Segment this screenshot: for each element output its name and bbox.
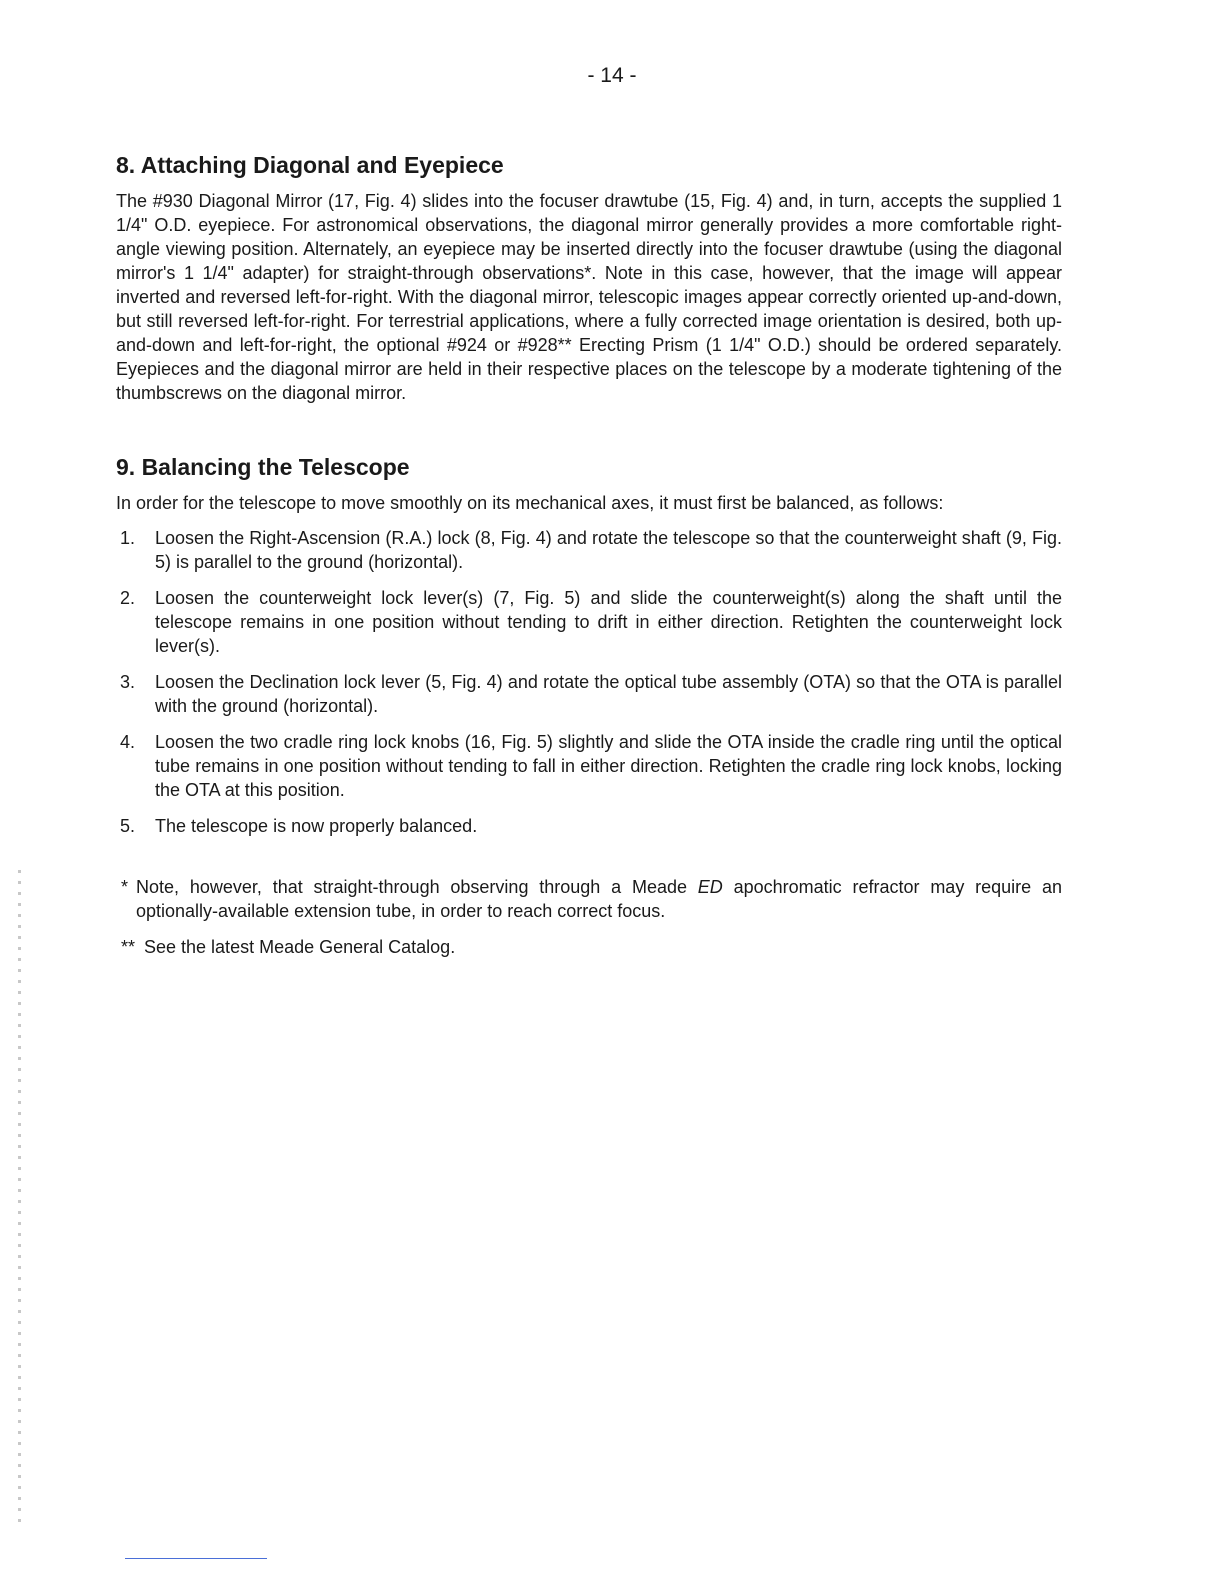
section-heading: 8. Attaching Diagonal and Eyepiece <box>116 152 504 178</box>
list-item <box>116 814 1062 838</box>
section-intro: In order for the telescope to move smoothly on its mechanical axes, it must first be balanced, as follows: <box>116 493 944 513</box>
section-balancing-telescope <box>116 452 1062 838</box>
footnotes <box>116 875 1062 959</box>
list-item <box>116 586 1062 658</box>
scan-edge-artifact <box>18 870 21 1530</box>
page-content <box>116 150 1062 971</box>
step-text: Loosen the Declination lock lever (5, Fig. 4) and rotate the optical tube assembly (OTA) so that the OTA is parallel with the ground (horizontal). <box>155 672 1062 716</box>
footnote-text-end: apochromatic refractor may require an optionally-available extension tube, in order to reach correct focus. <box>136 877 1062 921</box>
bottom-rule <box>125 1558 267 1559</box>
step-text: The telescope is now properly balanced. <box>155 816 478 836</box>
footnote-mark: * <box>121 877 129 897</box>
list-item <box>116 730 1062 802</box>
balancing-steps-list <box>116 526 1062 838</box>
list-item <box>116 526 1062 574</box>
step-number: 5. <box>120 816 136 836</box>
step-number: 4. <box>120 732 136 752</box>
step-text: Loosen the Right-Ascension (R.A.) lock (8, Fig. 4) and rotate the telescope so that the counterweight shaft (9, Fig. 5) is parallel to the ground (horizontal). <box>155 528 1062 572</box>
footnote-text: See the latest Meade General Catalog. <box>144 937 456 957</box>
footnote-catalog <box>116 935 1062 959</box>
section-heading: 9. Balancing the Telescope <box>116 454 410 480</box>
step-number: 1. <box>120 528 136 548</box>
footnote-mark: ** <box>121 937 136 957</box>
list-item <box>116 670 1062 718</box>
step-text: Loosen the two cradle ring lock knobs (16, Fig. 5) slightly and slide the OTA inside the cradle ring until the optical tube remains in one position without tending to fall in either direction. Retighten the cradle ring lock knobs, locking the OTA at this position. <box>155 732 1062 800</box>
footnote-italic-term: ED <box>697 877 723 897</box>
step-number: 2. <box>120 588 136 608</box>
step-text: Loosen the counterweight lock lever(s) (7, Fig. 5) and slide the counterweight(s) along the shaft until the telescope remains in one position without tending to drift in either direction. Retighten the counterweight lock lever(s). <box>155 588 1062 656</box>
step-number: 3. <box>120 672 136 692</box>
section-paragraph: The #930 Diagonal Mirror (17, Fig. 4) slides into the focuser drawtube (15, Fig. 4) and, in turn, accepts the supplied 1 1/4" O.D. eyepiece. For astronomical observations, the diagonal mirror generally provides a more comfortable right-angle viewing position. Alternately, an eyepiece may be inserted directly into the focuser drawtube (using the diagonal mirror's 1 1/4" adapter) for straight-through observations*. Note in this case, however, that the image will appear inverted and reversed left-for-right. With the diagonal mirror, telescopic images appear correctly oriented up-and-down, but still reversed left-for-right. For terrestrial applications, where a fully corrected image orientation is desired, both up-and-down and left-for-right, the optional #924 or #928** Erecting Prism (1 1/4" O.D.) should be ordered separately. Eyepieces and the diagonal mirror are held in their respective places on the telescope by a moderate tightening of the thumbscrews on the diagonal mirror. <box>116 191 1062 403</box>
footnote-text-start: Note, however, that straight-through observing through a Meade <box>136 877 698 897</box>
section-attaching-diagonal <box>116 150 1062 405</box>
footnote-extension-tube <box>116 875 1062 923</box>
page-number: - 14 - <box>587 64 637 87</box>
